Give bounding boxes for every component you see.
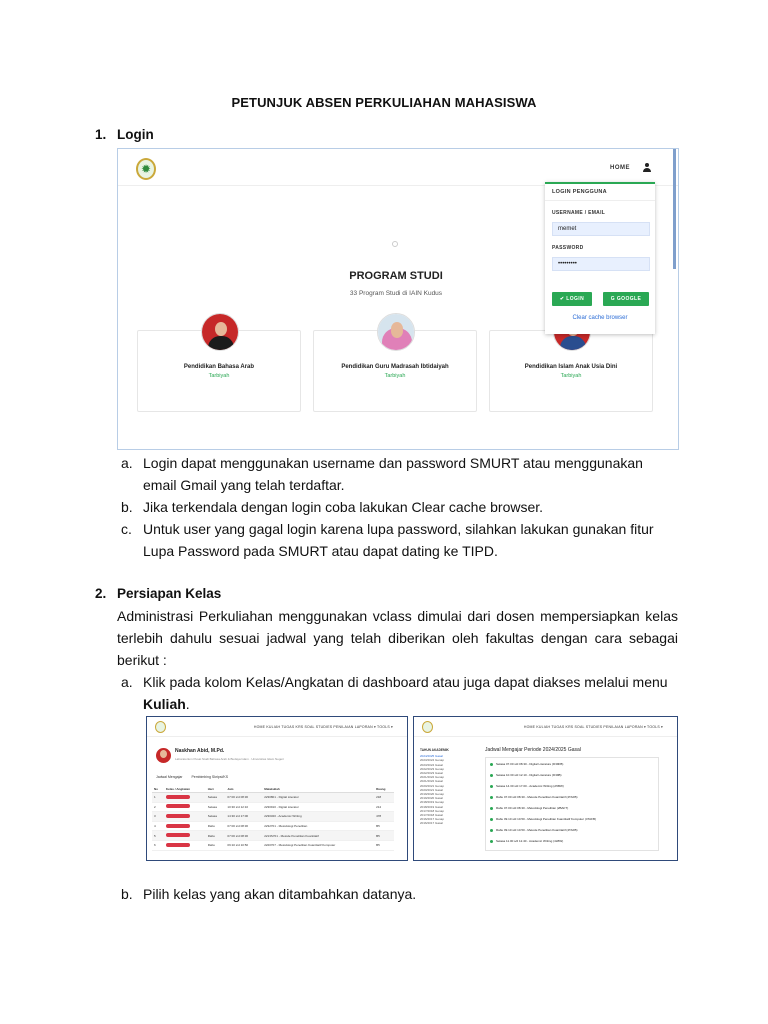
iain-logo-icon — [422, 721, 433, 733]
program-name: Pendidikan Islam Anak Usia Dini — [524, 364, 618, 370]
avatar — [377, 313, 415, 351]
section-heading-login — [95, 127, 154, 142]
sidebar-item[interactable]: 2017/2018 Genap — [420, 808, 445, 813]
username-field[interactable]: memet — [552, 222, 650, 236]
jadwal-table: No Kelas / Angkatan Hari Jam Matakuliah Ruang 1 Selasa 07:00 s/d 08:30 2230801 - Digital Literatur 218 2 Selasa 10:30 s/d 12:10 2230910 - Digital Literatur 214 3 Selasa 14:30 s/d 17:00 2230320 - Academic Writing 478 4 Rabu 07:00 s/d 08:30 2232701 - Metodologi Penelitian B5 5 Rabu 07:00 s/d 08:30 2213S701 - Metode Penelitian Kuantitatif B5 6 Rabu 09:10 s/d 10:50 2220707 - Metodologi Penelitian Kuantitatif Komputer B5 — [152, 785, 394, 851]
sidebar-item[interactable]: 2023/2024 Genap — [420, 758, 445, 763]
schedule-item[interactable]: Rabu 09.10 s/d 10.50 - Metodologi Penelitian Kuantitatif Komputer (4TAFB) — [490, 817, 596, 821]
section-title: Persiapan Kelas — [117, 586, 222, 601]
program-name: Pendidikan Bahasa Arab — [183, 364, 255, 370]
section-title: Login — [117, 127, 154, 142]
section-number: 1. — [95, 127, 107, 142]
schedule-item[interactable]: Selasa 07.00 s/d 08.30 - Digital Literature (D39FB) — [490, 762, 563, 766]
kelas-button[interactable] — [166, 843, 190, 847]
schedule-list — [485, 757, 659, 851]
table-row: 3 Selasa 14:30 s/d 17:00 2230320 - Academic Writing 478 — [152, 812, 394, 822]
program-card[interactable] — [137, 330, 301, 412]
password-label: PASSWORD — [552, 245, 584, 251]
section-paragraph: Administrasi Perkuliahan menggunakan vclass dimulai dari dosen mempersiapkan kelas terlebih dahulu sesuai jadwal yang telah diberikan oleh fakultas dengan cara sebagai berikut : — [117, 608, 678, 668]
sidebar-item[interactable]: 2019/2020 Genap — [420, 792, 445, 797]
sidebar-item[interactable]: 2024/2025 Gasal — [420, 754, 443, 759]
program-studi-title: PROGRAM STUDI — [349, 270, 443, 282]
list-item: b. Jika terkendala dengan login coba lakukan Clear cache browser. — [121, 499, 544, 515]
user-icon[interactable] — [642, 163, 652, 173]
sidebar-item[interactable]: 2020/2021 Genap — [420, 783, 445, 788]
schedule-item[interactable]: Rabu 07.00 s/d 08.30 - Metodologi Penelitian (2BAFT) — [490, 806, 568, 810]
list-item: a. Login dapat menggunakan username dan password SMURT atau menggunakan email Gmail yang telah terdaftar. — [121, 455, 643, 493]
dashboard-screenshot — [146, 716, 408, 861]
kelas-button[interactable] — [166, 795, 190, 799]
program-card[interactable] — [489, 330, 653, 412]
section-number: 2. — [95, 586, 107, 601]
menu-name: Kuliah — [143, 696, 186, 712]
persiapan-kelas-list-b — [117, 883, 677, 905]
login-screenshot — [117, 148, 679, 450]
table-row: 2 Selasa 10:30 s/d 12:10 2230910 - Digital Literatur 214 — [152, 802, 394, 812]
password-field[interactable]: ••••••••• — [552, 257, 650, 271]
sidebar-item[interactable]: 2016/2017 Genap — [420, 817, 445, 822]
iain-logo-icon — [155, 721, 166, 733]
kelas-button[interactable] — [166, 814, 190, 818]
scrollbar[interactable] — [673, 149, 676, 269]
sidebar-item[interactable]: 2017/2018 Gasal — [420, 813, 443, 818]
login-panel-title: LOGIN PENGGUNA — [552, 189, 607, 195]
sidebar-item[interactable]: 2022/2023 Genap — [420, 766, 445, 771]
profile-subtitle: Laboratorium Pusat Studi Bahasa Arab & Budaya Islam · Universitas Islam Negeri — [175, 757, 284, 761]
kelas-button[interactable] — [166, 824, 190, 828]
table-row: 1 Selasa 07:00 s/d 08:30 2230801 - Digital Literatur 218 — [152, 793, 394, 803]
program-faculty: Tarbiyah — [560, 373, 582, 379]
avatar — [201, 313, 239, 351]
schedule-item[interactable]: Rabu 09.10 s/d 10.50 - Metode Penelitian Kuantitatif (4TAFB) — [490, 828, 578, 832]
carousel-dot-icon — [392, 241, 398, 247]
tab-pembimbing-skripsi[interactable]: Pembimbing Skripsi/KS — [191, 775, 229, 779]
program-faculty: Tarbiyah — [384, 373, 406, 379]
program-faculty: Tarbiyah — [208, 373, 230, 379]
clear-cache-link[interactable]: Clear cache browser — [572, 315, 628, 321]
table-row: 5 Rabu 07:00 s/d 08:30 2213S701 - Metode Penelitian Kuantitatif B5 — [152, 831, 394, 841]
google-login-button[interactable]: G GOOGLE — [603, 292, 649, 306]
schedule-title: Jadwal Mengajar Periode 2024/2025 Gasal — [485, 747, 581, 753]
section-heading-persiapan-kelas — [95, 586, 221, 601]
sidebar-item[interactable]: 2022/2023 Gasal — [420, 771, 443, 776]
username-label: USERNAME / EMAIL — [552, 210, 606, 216]
table-row: 4 Rabu 07:00 s/d 08:30 2232701 - Metodologi Penelitian B5 — [152, 821, 394, 831]
program-card[interactable] — [313, 330, 477, 412]
program-studi-subtitle: 33 Program Studi di IAIN Kudus — [349, 290, 443, 297]
schedule-screenshot — [413, 716, 678, 861]
tab-jadwal-mengajar[interactable]: Jadwal Mengajar — [156, 775, 183, 779]
sidebar-item[interactable]: 2016/2017 Gasal — [420, 821, 443, 826]
sidebar-item[interactable]: 2020/2021 Gasal — [420, 787, 443, 792]
dashboard-menu[interactable]: HOME KULIAH TUGAS KRS SOAL STUDIES PENILAIAN LAPORAN ▾ TOOLS ▾ — [253, 725, 393, 729]
schedule-item[interactable]: Selasa 14.30 s/d 17.00 - Academic Writing (A5BW) — [490, 784, 564, 788]
kelas-button[interactable] — [166, 804, 190, 808]
persiapan-kelas-list-a — [117, 671, 677, 715]
sidebar-item[interactable]: 2018/2019 Genap — [420, 800, 445, 805]
login-button[interactable]: ✔ LOGIN — [552, 292, 592, 306]
avatar — [156, 748, 171, 763]
profile-name: Naskhan Abid, M.Pd. — [175, 748, 225, 754]
list-item: c. Untuk user yang gagal login karena lupa password, silahkan lakukan gunakan fitur Lupa Password pada SMURT atau dapat dating ke TIPD. — [121, 521, 654, 559]
program-name: Pendidikan Guru Madrasah Ibtidaiyah — [341, 364, 449, 370]
sidebar-item[interactable]: 2018/2019 Gasal — [420, 804, 443, 809]
login-instructions-list — [117, 452, 677, 562]
document-title: PETUNJUK ABSEN PERKULIAHAN MAHASISWA — [231, 95, 537, 110]
sidebar-item[interactable]: 2019/2020 Gasal — [420, 796, 443, 801]
sidebar-item[interactable]: 2021/2022 Gasal — [420, 779, 443, 784]
iain-logo-icon: ✹ — [136, 158, 156, 180]
schedule-item[interactable]: Rabu 07.00 s/d 08.30 - Metode Penelitian Kuantitatif (4TAFB) — [490, 795, 578, 799]
nav-home-link[interactable]: HOME — [610, 165, 630, 171]
table-row: 6 Rabu 09:10 s/d 10:50 2220707 - Metodologi Penelitian Kuantitatif Komputer B5 — [152, 840, 394, 850]
list-item: b. Pilih kelas yang akan ditambahkan datanya. — [121, 886, 417, 902]
sidebar-item[interactable]: 2021/2022 Genap — [420, 775, 445, 780]
sidebar-item[interactable]: 2023/2024 Gasal — [420, 762, 443, 767]
schedule-item[interactable]: Selasa 11.00 s/d 12.40 - Academic Writing (4LBW) — [490, 839, 563, 843]
schedule-item[interactable]: Selasa 10.30 s/d 12.10 - Digital Literature (D39B) — [490, 773, 562, 777]
kelas-button[interactable] — [166, 833, 190, 837]
list-item: a. Klik pada kolom Kelas/Angkatan di dashboard atau juga dapat diakses melalui menu Kuliah. — [121, 674, 668, 712]
login-panel — [545, 182, 655, 334]
schedule-menu[interactable]: HOME KULIAH TUGAS KRS SOAL STUDIES PENILAIAN LAPORAN ▾ TOOLS ▾ — [523, 725, 663, 729]
academic-year-list: TAHUN AKADEMIK 2024/2025 Gasal 2023/2024 Genap 2023/2024 Gasal 2022/2023 Genap 2022/2023 Gasal 2021/2022 Genap 2021/2022 Gasal 2020/2021 Genap 2020/2021 Gasal 2019/2020 Genap 2019/2020 Gasal 2018/2019 Genap 2018/2019 Gasal 2017/2018 Genap 2017/2018 Gasal 2016/2017 Genap 2016/2017 Gasal — [420, 748, 482, 826]
